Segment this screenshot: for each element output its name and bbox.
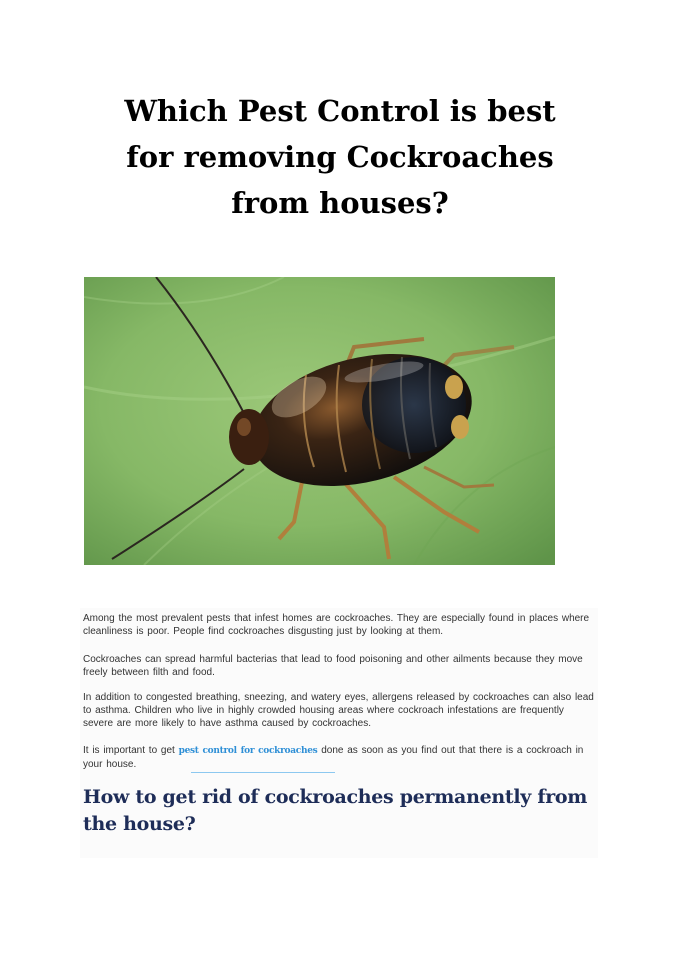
title-line-3: from houses?	[231, 186, 449, 220]
title-line-1: Which Pest Control is best	[124, 94, 556, 128]
paragraph-pest-control	[83, 744, 595, 771]
article-snippet	[80, 608, 598, 858]
cockroach-photo	[84, 277, 555, 565]
paragraph-bacteria: Cockroaches can spread harmful bacterias that lead to food poisoning and other ailments because they move freely between filth and food.	[83, 654, 583, 678]
paragraph-text-before-link: It is important to get	[83, 745, 179, 756]
paragraph-asthma: In addition to congested breathing, sneezing, and watery eyes, allergens released by cockroaches can also lead to asthma. Children who live in highly crowded housing areas where cockroach infestations are frequently severe are more likely to have asthma caused by cockroaches.	[83, 692, 594, 729]
title-line-2: for removing Cockroaches	[126, 140, 554, 174]
paragraph-intro: Among the most prevalent pests that infest homes are cockroaches. They are especially found in places where cleanliness is poor. People find cockroaches disgusting just by looking at them.	[83, 613, 590, 637]
paragraph-text-after-link: done as soon as you find out that there is a cockroach in your house.	[83, 745, 584, 770]
pest-control-link[interactable]: pest control for cockroaches	[178, 746, 318, 756]
section-heading: How to get rid of cockroaches permanently from the house?	[83, 786, 588, 835]
document-title	[110, 88, 570, 226]
link-underline-divider	[191, 772, 335, 773]
